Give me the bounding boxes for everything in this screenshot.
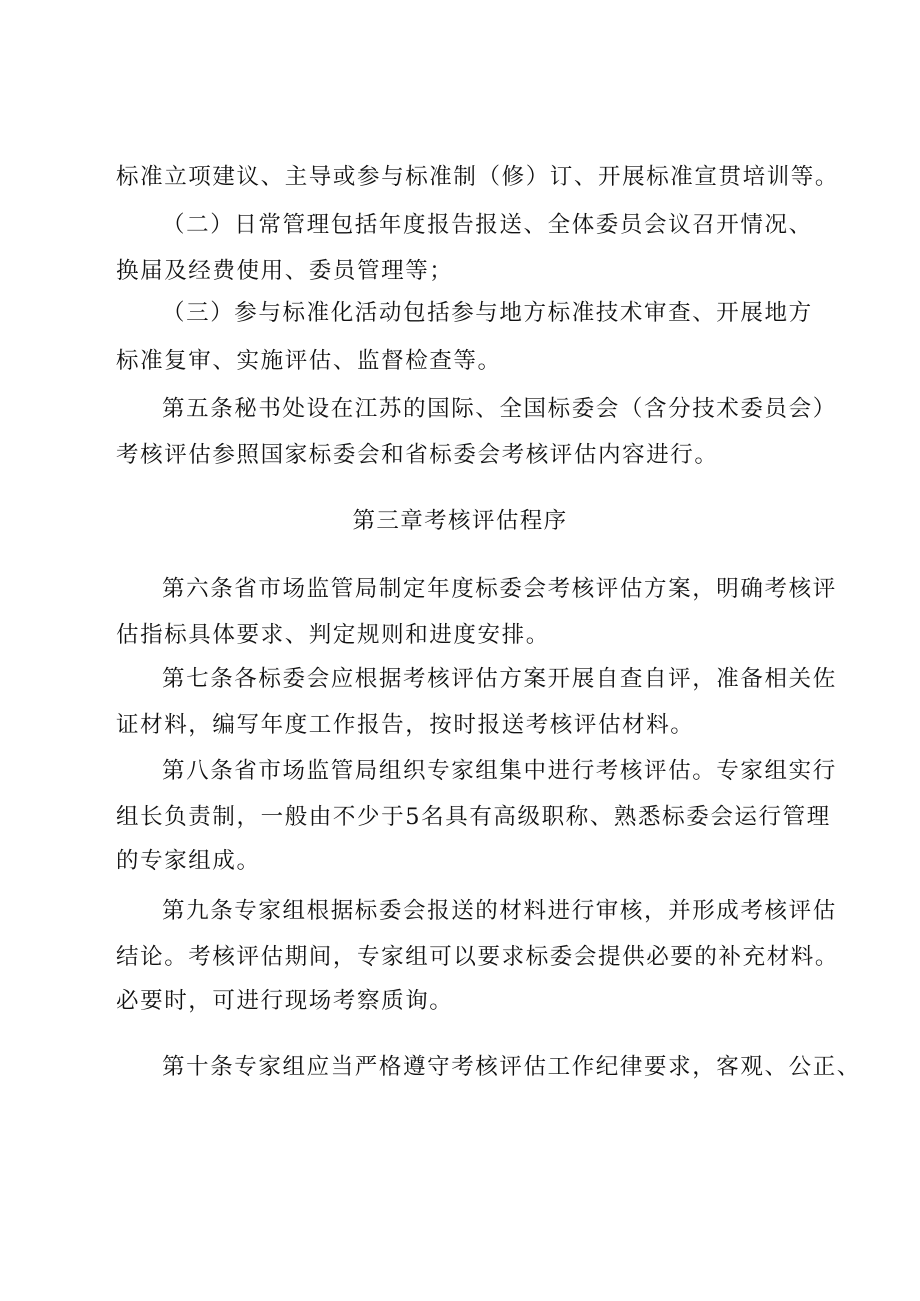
paragraph-line: 换届及经费使用、委员管理等； <box>116 258 454 284</box>
paragraph-line: 标准复审、实施评估、监督检查等。 <box>116 348 502 374</box>
paragraph-line: 第五条秘书处设在江苏的国际、全国标委会（含分技术委员会） <box>162 396 837 422</box>
paragraph-line: 第十条专家组应当严格遵守考核评估工作纪律要求，客观、公正、 <box>162 1054 861 1080</box>
paragraph-line: 估指标具体要求、判定规则和进度安排。 <box>116 622 550 648</box>
paragraph-line: 第七条各标委会应根据考核评估方案开展自查自评，准备相关佐 <box>162 666 837 692</box>
paragraph-line: 标准立项建议、主导或参与标准制（修）订、开展标准宣贯培训等。 <box>116 164 840 190</box>
paragraph-line: 证材料，编写年度工作报告，按时报送考核评估材料。 <box>116 712 695 738</box>
paragraph-line: （二）日常管理包括年度报告报送、全体委员会议召开情况、 <box>162 212 813 238</box>
paragraph-line: 第八条省市场监管局组织专家组集中进行考核评估。专家组实行 <box>162 758 837 784</box>
paragraph-line: 必要时，可进行现场考察质询。 <box>116 988 454 1014</box>
paragraph-line: 第九条专家组根据标委会报送的材料进行审核，并形成考核评估 <box>162 898 837 924</box>
chapter-heading: 第三章考核评估程序 <box>352 508 568 534</box>
paragraph-line: 结论。考核评估期间，专家组可以要求标委会提供必要的补充材料。 <box>116 944 840 970</box>
paragraph-line: 考核评估参照国家标委会和省标委会考核评估内容进行。 <box>116 442 719 468</box>
paragraph-line: 的专家组成。 <box>116 848 261 874</box>
paragraph-line: 组长负责制，一般由不少于5名具有高级职称、熟悉标委会运行管理 <box>116 804 831 830</box>
paragraph-line: （三）参与标准化活动包括参与地方标准技术审查、开展地方 <box>162 300 813 326</box>
paragraph-line: 第六条省市场监管局制定年度标委会考核评估方案，明确考核评 <box>162 576 837 602</box>
